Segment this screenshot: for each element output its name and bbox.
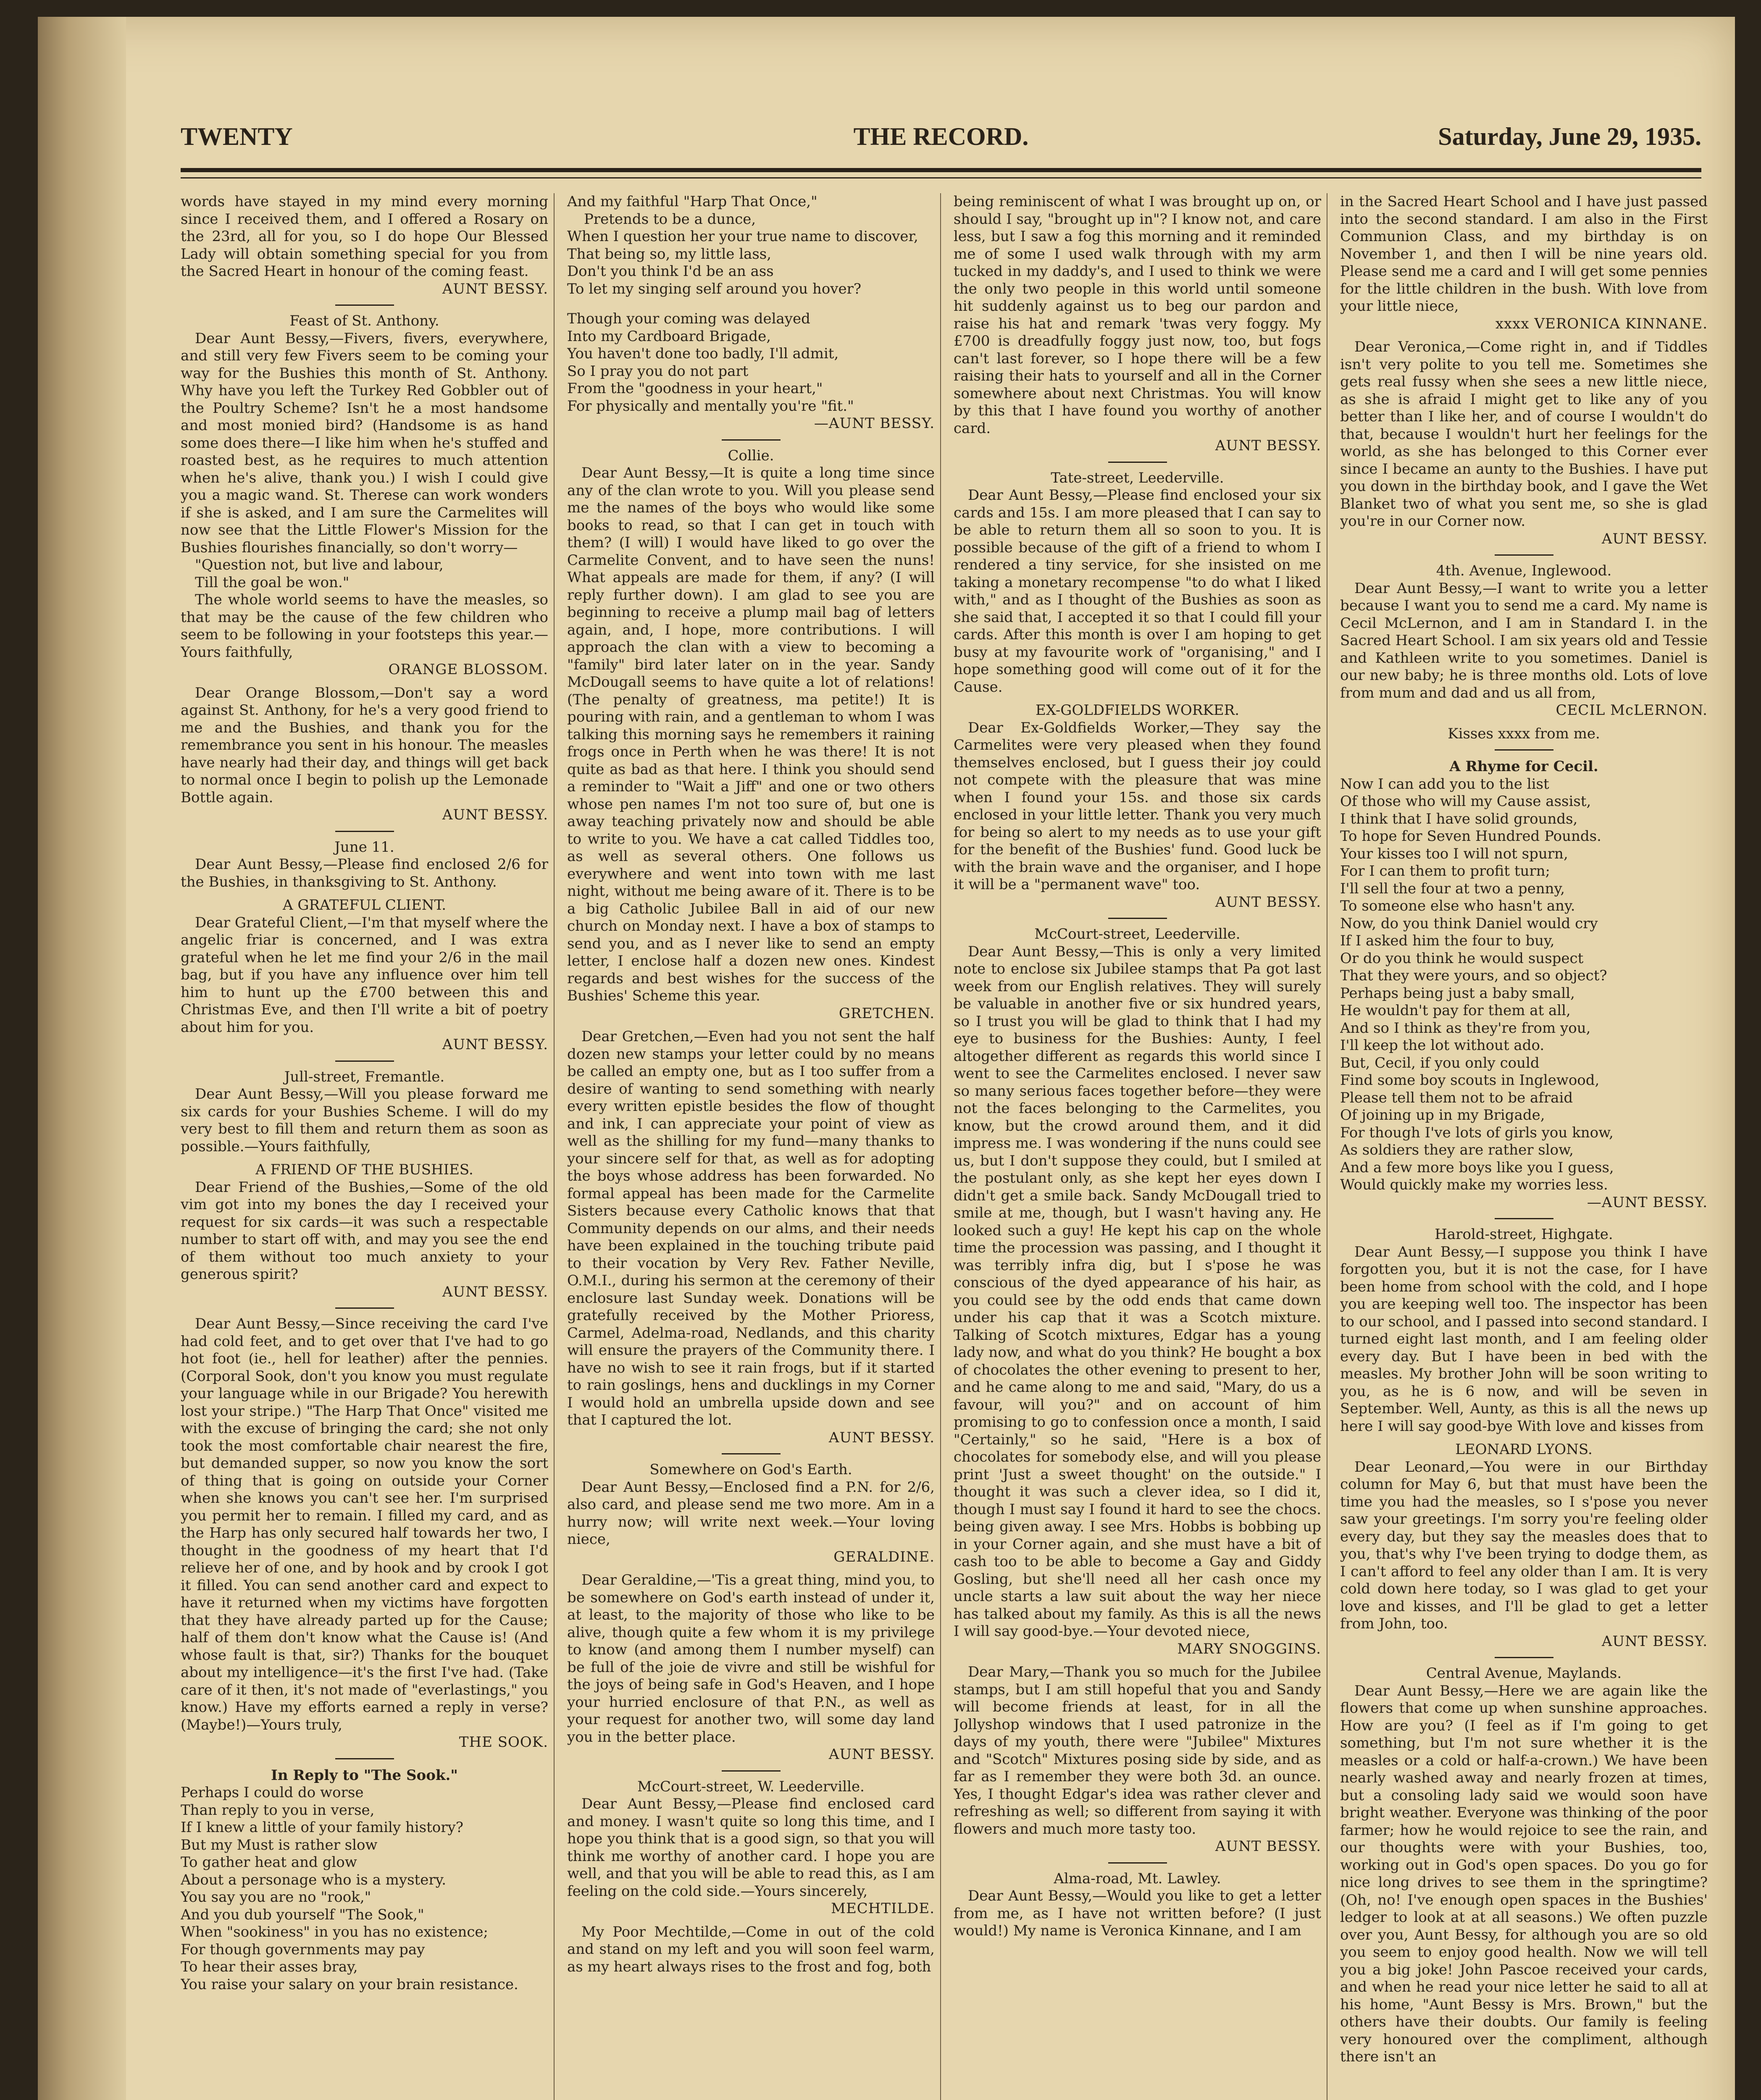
poem-line: You raise your salary on your brain resistance. bbox=[181, 1976, 518, 1993]
reply-text: Dear Mary,—Thank you so much for the Jubilee stamps, but I am still hopeful that you and Sandy will become friends at least, for in all the Jollyshop windows that I used patronize in the days of my youth, there were "Jubilee" Mixtures and "Scotch" Mixtures posing side by side, and as far as I remember they were both 3d. an ounce. Yes, I thought Edgar's idea was rather clever and refreshing as well; so different from saying it with flowers and much more tasty too. bbox=[954, 1664, 1321, 1838]
issue-date: Saturday, June 29, 1935. bbox=[1438, 123, 1701, 150]
letter-text: Dear Aunt Bessy,—Would you like to get a letter from me, as I have not written before? (I just would!) My name is Veronica Kinnane, and I am bbox=[954, 1887, 1321, 1939]
poem-line: Of those who will my Cause assist, bbox=[1340, 793, 1591, 810]
section-divider bbox=[335, 1307, 394, 1309]
letter-text: Dear Aunt Bessy,—Enclosed find a P.N. for 2/6, also card, and please send me two more. Am in a hurry now; will write next week.—Your loving niece, bbox=[567, 1478, 935, 1548]
letter-address: Tate-street, Leederville. bbox=[1051, 469, 1224, 486]
poem-line: To gather heat and glow bbox=[181, 1854, 357, 1871]
signature: AUNT BESSY. bbox=[1601, 530, 1708, 547]
letter-text: Dear Aunt Bessy,—Since receiving the card I've had cold feet, and to get over that I've had to go hot foot (ie., hell for leather) after the pennies. (Corporal Sook, don't you know you must regulate your language while in our Brigade? You herewith lost your stripe.) "The Harp That Once" visited me with the excuse of bringing the card; she not only took the most comfortable chair nearest the fire, but demanded supper, so now you know the sort of thing that is going on outside your Corner when she knows you can't see her. I'm surprised you permit her to remain. I filled my card, and as the Harp has only secured half towards her two, I thought in the goodness of my heart that I'd relieve her of one, and by hook and by crook I got it filled. You can send another card and expect to have it returned when my victims have forgotten that they have already parted up for the Cause; half of them don't know what the Cause is! (And whose fault is that, sir?) Thanks for the bouquet about my intelligence—it's the first I've had. (Take care of it then, it's not made of "everlastings," you know.) Have my efforts earned a reply in verse? (Maybe!)—Yours truly, bbox=[181, 1315, 548, 1733]
poem-line: Though your coming was delayed bbox=[567, 310, 810, 327]
poem-line: Or do you think he would suspect bbox=[1340, 950, 1584, 967]
page-binding-edge bbox=[38, 17, 126, 2100]
letter-address: Collie. bbox=[728, 447, 774, 464]
column-rule bbox=[940, 193, 941, 2100]
signature: EX-GOLDFIELDS WORKER. bbox=[1036, 702, 1239, 719]
signature: AUNT BESSY. bbox=[442, 1283, 548, 1300]
poem-line: But, Cecil, if you only could bbox=[1340, 1054, 1540, 1071]
poem-line: I'll keep the lot without ado. bbox=[1340, 1037, 1545, 1054]
section-divider bbox=[335, 831, 394, 832]
poem-line: Now I can add you to the list bbox=[1340, 775, 1549, 793]
letter-address: Jull-street, Fremantle. bbox=[284, 1068, 445, 1085]
section-divider bbox=[722, 439, 781, 441]
poem-line: For physically and mentally you're "fit." bbox=[567, 397, 854, 415]
letter-address: Harold-street, Highgate. bbox=[1435, 1226, 1613, 1243]
poem-heading: In Reply to "The Sook." bbox=[271, 1767, 458, 1784]
section-divider bbox=[722, 1453, 781, 1454]
letter-text: Dear Aunt Bessy,—Please find enclosed 2/6 for the Bushies, in thanksgiving to St. Anthony. bbox=[181, 856, 548, 890]
letter-text: Dear Aunt Bessy,—Will you please forward me six cards for your Bushies Scheme. I will do my very best to fill them and return them as soon as possible.—Yours faithfully, bbox=[181, 1086, 548, 1155]
letter-text: Dear Aunt Bessy,—It is quite a long time since any of the clan wrote to you. Will you please send me the names of the boys who would like some books to read, so that I can get in touch with them? (I will) I would have liked to go over the Carmelite Convent, and to have seen the nuns! What appeals are made for them, if any? (I will reply further down). I am glad to see you are beginning to receive a plump mail bag of letters again, and, I hope, more contributions. I will approach the clan with a view to becoming a "family" bird later later on in the year. Sandy McDougall seems to have quite a lot of relations! (The penalty of greatness, ma petite!) It is pouring with rain, and a gentleman to whom I was talking this morning says he remembers it raining frogs once in Perth when he was there! It is not quite as bad as that here. I think you should send a reminder to "Wait a Jiff" and one or two others whose pen names I'm not too sure of, but one is away teaching privately now and should be able to write to you. We have a cat called Tiddles too, as well as several others. One follows us everywhere and went into town with me last night, without me being aware of it. There is to be a big Catholic Jubilee Ball in aid of our new church on Monday next. I have a box of stamps to send you, and as I never like to send an empty letter, I enclose half a dozen new ones. Kindest regards and best wishes for the success of the Bushies' Scheme this year. bbox=[567, 465, 935, 1004]
section-divider bbox=[335, 1758, 394, 1759]
signature: LEONARD LYONS. bbox=[1455, 1441, 1593, 1458]
poem-line: If I asked him the four to buy, bbox=[1340, 932, 1555, 949]
quoted-line: Till the goal be won." bbox=[195, 574, 350, 591]
reply-text: My Poor Mechtilde,—Come in out of the cold and stand on my left and you will soon feel warm, as my heart always rises to the frost and fog, both bbox=[567, 1923, 935, 1975]
section-divider bbox=[722, 1770, 781, 1772]
reply-text: Dear Ex-Goldfields Worker,—They say the Carmelites were very pleased when they found themselves enclosed, but I guess their joy could not compete with the pleasure that was mine when I found your 15s. and those six cards enclosed in your little letter. Thank you very much for being so alert to my needs as to use your gift for the benefit of the Bushies' fund. Good luck be with the brain wave and the organiser, and I hope it will be a "permanent wave" too. bbox=[954, 719, 1321, 893]
section-divider bbox=[335, 1060, 394, 1062]
section-divider bbox=[1495, 1657, 1553, 1658]
poem-line: You haven't done too badly, I'll admit, bbox=[567, 345, 839, 362]
letter-text: Dear Aunt Bessy,—This is only a very limited note to enclose six Jubilee stamps that Pa got last week from our English relatives. They will surely be valuable in another five or six hundred years, so I trust you will be glad to think that I had my eye to business for the Bushies: Aunty, I feel altogether different as regards this world since I went to see the Carmelites enclosed. I never saw so many serious faces together before—they were not the faces belonging to the Carmelites, you know, but the crowd around them, and it did impress me. I was wondering if the nuns could see us, but I don't suppose they could, but I smiled at the postulant only, as she kept her eyes down I didn't get a smile back. Sandy McDougall tried to smile at me, though, but I wasn't having any. He looked such a guy! He kept his cap on the whole time the procession was passing, and I thought it was terribly infra dig, but I s'pose he was conscious of the dyed appearance of his hair, as you could see by the odd ends that came down under his cap that it was a Scotch mixture. Talking of Scotch mixtures, Edgar has a young lady now, and what do you think? He bought a box of chocolates the other evening to present to her, and he came along to me and said, "Mary, do us a favour, will you?" and on account of him promising to go to confession once a month, I said "Certainly," so he said, "Here is a box of chocolates for somebody else, and will you please print 'Just a sweet thought' on the outside." I thought it was such a clever idea, so I did it, though I must say I found it hard to see the chocs. being given away. I see Mrs. Hobbs is bobbing up in your Corner again, and she must have a bit of cash too to be able to become a Gay and Giddy Gosling, but she'll need all her cash once my uncle starts a law suit about the way her niece has talked about my family. As this is all the news I will say good-bye.—Your devoted niece, bbox=[954, 943, 1321, 1640]
poem bbox=[1340, 776, 1708, 1194]
poem-line: Now, do you think Daniel would cry bbox=[1340, 915, 1598, 932]
poem-line: Find some boy scouts in Inglewood, bbox=[1340, 1072, 1600, 1089]
signature: —AUNT BESSY. bbox=[814, 415, 935, 432]
poem-line: Would quickly make my worries less. bbox=[1340, 1176, 1608, 1193]
poem-line: Into my Cardboard Brigade, bbox=[567, 328, 771, 345]
letter-address: Somewhere on God's Earth. bbox=[649, 1461, 852, 1478]
signature: ORANGE BLOSSOM. bbox=[388, 661, 548, 678]
section-divider bbox=[1108, 462, 1167, 463]
letter-address: McCourt-street, Leederville. bbox=[1034, 926, 1241, 942]
poem-line: About a personage who is a mystery. bbox=[181, 1871, 447, 1888]
poem bbox=[181, 1784, 548, 1993]
signature: AUNT BESSY. bbox=[828, 1429, 935, 1446]
poem-line: For though I've lots of girls you know, bbox=[1340, 1124, 1614, 1141]
section-divider bbox=[1495, 749, 1553, 751]
column-2 bbox=[567, 193, 935, 2100]
poem-line: Perhaps I could do worse bbox=[181, 1784, 364, 1801]
poem-line: And my faithful "Harp That Once," bbox=[567, 193, 817, 210]
letter-text: Dear Aunt Bessy,—Please find enclosed your six cards and 15s. I am more pleased that I can say to be able to return them all so soon to you. It is possible because of the gift of a friend to whom I rendered a tiny service, for she insisted on me taking a monetary recompense "to do what I liked with," and as I thought of the Bushies as soon as she said that, I accepted it so that I could fill your cards. After this month is over I am hoping to get busy at my favourite work of "organising," and I hope something good will come out of it for the Cause. bbox=[954, 487, 1321, 696]
signature: AUNT BESSY. bbox=[1215, 1838, 1321, 1855]
poem-line: And you dub yourself "The Sook," bbox=[181, 1906, 424, 1923]
section-divider bbox=[1108, 918, 1167, 919]
poem-line: I'll sell the four at two a penny, bbox=[1340, 880, 1565, 897]
letter-text: Dear Aunt Bessy,—Here we are again like the flowers that come up when sunshine approaches. How are you? (I feel as if I'm going to get something, but I'm not sure whether it is the measles or a cold or half-a-crown.) We have been nearly washed away and nearly frozen at times, but a consoling lady said we would soon have bright weather. Everyone was thinking of the poor farmer; how he would rejoice to see the rain, and our thoughts were with your Bushies, too, working out in God's open spaces. Do you go for nice long drives to see them in the springtime? (Oh, no! I've enough open spaces in the Bushies' ledger to look at at all seasons.) We often puzzle over you, Aunt Bessy, for although you are so old you seem to enjoy good health. Now we will tell you a big joke! John Pascoe received your cards, and when he read your nice letter he said to all at his home, "Aunt Bessy is Mrs. Brown," but the others have their doubts. Our family is feeling very honoured over the compliment, although there isn't an bbox=[1340, 1682, 1708, 2065]
reply-text: Dear Leonard,—You were in our Birthday column for May 6, but that must have been the time you had the measles, so I s'pose you never saw your greetings. I'm sorry you're feeling older every day, but they say the measles does that to you, that's why I've been trying to dodge them, as I can't afford to feel any older than I am. It is very cold down here today, so I was glad to get your love and kisses, and I'll be glad to get a letter from John, too. bbox=[1340, 1458, 1708, 1632]
postscript: Kisses xxxx from me. bbox=[1448, 725, 1600, 742]
signature: MARY SNOGGINS. bbox=[1177, 1640, 1321, 1657]
reply-text: being reminiscent of what I was brought up on, or should I say, "brought up in"? I know not, and care less, but I saw a fog this morning and it reminded me of some I used walk through with my arm tucked in my daddy's, and I used to think we were the only two people in this world until someone hit suddenly against us to beg our pardon and raise his hat and remark 'twas very foggy. My £700 is dreadfully foggy just now, too, but fogs can't last forever, so I hope there will be a few raising their hats to yourself and all in the Corner somewhere about next Christmas. You will know by this that I have found you worthy of another card. bbox=[954, 193, 1321, 437]
poem-line: To hear their asses bray, bbox=[181, 1958, 358, 1975]
masthead-rule-thick bbox=[181, 168, 1701, 172]
signature: xxxx VERONICA KINNANE. bbox=[1495, 315, 1708, 332]
poem-line: Than reply to you in verse, bbox=[181, 1801, 375, 1819]
signature: GRETCHEN. bbox=[838, 1005, 935, 1022]
poem-line: You say you are no "rook," bbox=[181, 1889, 371, 1906]
column-4 bbox=[1340, 193, 1708, 2100]
poem-line: Perhaps being just a baby small, bbox=[1340, 984, 1575, 1002]
section-divider bbox=[1108, 1862, 1167, 1864]
reply-text: Dear Gretchen,—Even had you not sent the half dozen new stamps your letter could by no means be called an empty one, but as I too suffer from a desire of wanting to send something with nearly every written epistle besides the flow of thought and ink, I can appreciate your point of view as well as the shilling for my fund—many thanks to your sincere self for that, as well as for adopting the boys whose address has been forwarded. No formal appeal has been made for the Carmelite Sisters because every Catholic knows that that Community depends on our alms, and their needs have been explained in the touching tribute paid to their vocation by Very Rev. Father Neville, O.M.I., during his sermon at the ceremony of their enclosure last Sunday week. Donations will be gratefully received by the Mother Prioress, Carmel, Adelma-road, Nedlands, and this charity will ensure the prayers of the Community there. I have no wish to see it rain frogs, but if it started to rain goslings, hens and ducklings in my Corner I would hold an umbrella upside down and see that I captured the lot. bbox=[567, 1028, 935, 1428]
poem-line: To let my singing self around you hover? bbox=[567, 280, 862, 297]
signature: THE SOOK. bbox=[459, 1734, 548, 1751]
letter-text: The whole world seems to have the measles, so that may be the cause of the few children who seem to be following in your footsteps this year.—Yours faithfully, bbox=[181, 591, 548, 661]
reply-text: Dear Orange Blossom,—Don't say a word against St. Anthony, for he's a very good friend to me and the Bushies, and thank you for the remembrance you sent in his honour. The measles have nearly had their day, and things will get back to normal once I begin to polish up the Lemonade Bottle again. bbox=[181, 684, 548, 806]
column-rule bbox=[554, 193, 555, 2100]
signature: GERALDINE. bbox=[833, 1548, 935, 1565]
signature: AUNT BESSY. bbox=[1215, 893, 1321, 911]
reply-text: Dear Veronica,—Come right in, and if Tiddles isn't very polite to you tell me. Sometimes she gets real fussy when she sees a new little niece, as she is afraid I might get to like any of you better than I like her, and of course I wouldn't do that, because I wouldn't hurt her feelings for the world, as she has belonged to this Corner ever since I became an aunty to the Bushies. I have put you down in the birthday book, and I gave the Wet Blanket two of what you sent me, so she is glad you're in our Corner now. bbox=[1340, 339, 1708, 530]
column-3 bbox=[954, 193, 1321, 2100]
letter-address: McCourt-street, W. Leederville. bbox=[637, 1778, 865, 1795]
poem-line: To hope for Seven Hundred Pounds. bbox=[1340, 828, 1601, 845]
poem-line: When I question her your true name to discover, bbox=[567, 228, 918, 245]
masthead bbox=[181, 113, 1701, 160]
letter-address: 4th. Avenue, Inglewood. bbox=[1436, 562, 1612, 579]
section-divider bbox=[1495, 1218, 1553, 1219]
letter-address: Central Avenue, Maylands. bbox=[1426, 1665, 1622, 1682]
poem-line: Don't you think I'd be an ass bbox=[567, 263, 774, 280]
reply-text: Dear Grateful Client,—I'm that myself where the angelic friar is concerned, and I was extra grateful when he let me find your 2/6 in the mail bag, but if you have any influence over him tell him to hunt up the £700 between this and Christmas Eve, and then I'll write a bit of poetry about him for you. bbox=[181, 914, 548, 1036]
poem bbox=[567, 193, 935, 298]
poem-line: He wouldn't pay for them at all, bbox=[1340, 1002, 1571, 1019]
letter-text: Dear Aunt Bessy,—I want to write you a letter because I want you to send me a card. My name is Cecil McLernon, and I am in Standard I. in the Sacred Heart School. I am six years old and Tessie and Kathleen write to you sometimes. Daniel is our new baby; he is three months old. Lots of love from mum and dad and us all from, bbox=[1340, 580, 1708, 701]
section-divider bbox=[1495, 554, 1553, 556]
quoted-line: "Question not, but live and labour, bbox=[195, 556, 444, 573]
poem-line: As soldiers they are rather slow, bbox=[1340, 1142, 1574, 1158]
signature: AUNT BESSY. bbox=[442, 280, 548, 297]
poem-line: For though governments may pay bbox=[181, 1941, 425, 1958]
signature: AUNT BESSY. bbox=[1215, 437, 1321, 454]
poem-line: So I pray you do not part bbox=[567, 362, 749, 380]
signature: A GRATEFUL CLIENT. bbox=[282, 897, 447, 914]
poem-line: For I can them to profit turn; bbox=[1340, 863, 1550, 879]
poem-line: That they were yours, and so object? bbox=[1340, 967, 1607, 984]
poem-line: If I knew a little of your family history? bbox=[181, 1819, 463, 1836]
letter-text: Dear Aunt Bessy,—I suppose you think I have forgotten you, but it is not the case, for I have been home from school with the cold, and I hope you are keeping well too. The inspector has been to our school, and I passed into second standard. I turned eight last month, and I am feeling older every day. But I have been in bed with the measles. My brother John will be soon writing to you, as he is 6 now, and will be seven in September. Well, Aunty, as this is all the news up here I will say good-bye With love and kisses from bbox=[1340, 1243, 1708, 1435]
poem-line: That being so, my little lass, bbox=[567, 245, 772, 262]
letter-text: Dear Aunt Bessy,—Please find enclosed card and money. I wasn't quite so long this time, and I hope you think that is a good sign, so that you will think me worthy of another card. I hope you are well, and that you will be able to read this, as I am feeling on the cold side.—Yours sincerely, bbox=[567, 1796, 935, 1900]
poem-line: Please tell them not to be afraid bbox=[1340, 1089, 1573, 1106]
letter-text: in the Sacred Heart School and I have just passed into the second standard. I am also in the First Communion Class, and my birthday is on November 1, and then I will be nine years old. Please send me a card and I will get some pennies for the little children in the bush. With love from your little niece, bbox=[1340, 193, 1708, 315]
letter-text: Dear Aunt Bessy,—Fivers, fivers, everywhere, and still very few Fivers seem to be coming your way for the Bushies this month of St. Anthony. Why have you left the Turkey Red Gobbler out of the Poultry Scheme? Isn't he a most handsome and most monied bird? (Handsome is as hand some does there—I like him when he's stuffed and roasted best, as he requires to much attention when he's alive, thank you.) I wish I could give you a magic wand. St. Therese can work wonders if she is asked, and I am sure the Carmelites will now see that the Little Flower's Mission for the Bushies flourishes financially, so don't worry— bbox=[181, 330, 548, 556]
letter-address: Feast of St. Anthony. bbox=[289, 312, 439, 329]
poem-line: From the "goodness in your heart," bbox=[567, 380, 823, 397]
section-divider bbox=[335, 304, 394, 306]
poem bbox=[567, 310, 935, 415]
poem-line: Your kisses too I will not spurn, bbox=[1340, 845, 1568, 862]
letter-address: June 11. bbox=[334, 838, 394, 856]
column-1 bbox=[181, 193, 548, 2100]
poem-line: To someone else who hasn't any. bbox=[1340, 898, 1575, 914]
newspaper-page bbox=[38, 17, 1735, 2100]
poem-line: Of joining up in my Brigade, bbox=[1340, 1107, 1545, 1124]
signature: A FRIEND OF THE BUSHIES. bbox=[255, 1161, 473, 1178]
poem-line: Pretends to be a dunce, bbox=[584, 210, 756, 228]
poem-heading: A Rhyme for Cecil. bbox=[1449, 758, 1598, 775]
masthead-rule-thin bbox=[181, 177, 1701, 178]
page-label: TWENTY bbox=[181, 123, 293, 150]
poem-line: And so I think as they're from you, bbox=[1340, 1019, 1591, 1037]
signature: —AUNT BESSY. bbox=[1587, 1194, 1708, 1211]
letter-text: words have stayed in my mind every morning since I received them, and I offered a Rosary on the 23rd, all for you, so I do hope Our Blessed Lady will obtain something special for you from the Sacred Heart in honour of the coming feast. bbox=[181, 193, 548, 280]
paper-title: THE RECORD. bbox=[853, 123, 1029, 150]
reply-text: Dear Geraldine,—'Tis a great thing, mind you, to be somewhere on God's earth instead of under it, at least, to the majority of those who like to be alive, though quite a few whom it is my privilege to know (and among them I number myself) can be full of the joie de vivre and still be wishful for the joys of being safe in God's Heaven, and I hope your hurried enclosure of that P.N., as well as your request for another two, will some day land you in the better place. bbox=[567, 1572, 935, 1746]
signature: CECIL McLERNON. bbox=[1556, 702, 1708, 719]
poem-line: When "sookiness" in you has no existence; bbox=[181, 1924, 489, 1940]
signature: AUNT BESSY. bbox=[442, 1036, 548, 1053]
signature: AUNT BESSY. bbox=[828, 1746, 935, 1763]
signature: MECHTILDE. bbox=[831, 1900, 935, 1917]
poem-line: I think that I have solid grounds, bbox=[1340, 810, 1578, 827]
poem-line: And a few more boys like you I guess, bbox=[1340, 1159, 1614, 1176]
signature: AUNT BESSY. bbox=[442, 806, 548, 823]
signature: AUNT BESSY. bbox=[1601, 1633, 1708, 1650]
reply-text: Dear Friend of the Bushies,—Some of the old vim got into my bones the day I received your request for six cards—it was such a respectable number to start off with, and may you see the end of them without too much anxiety to your generous spirit? bbox=[181, 1179, 548, 1283]
poem-line: But my Must is rather slow bbox=[181, 1836, 378, 1853]
letter-address: Alma-road, Mt. Lawley. bbox=[1054, 1870, 1221, 1887]
